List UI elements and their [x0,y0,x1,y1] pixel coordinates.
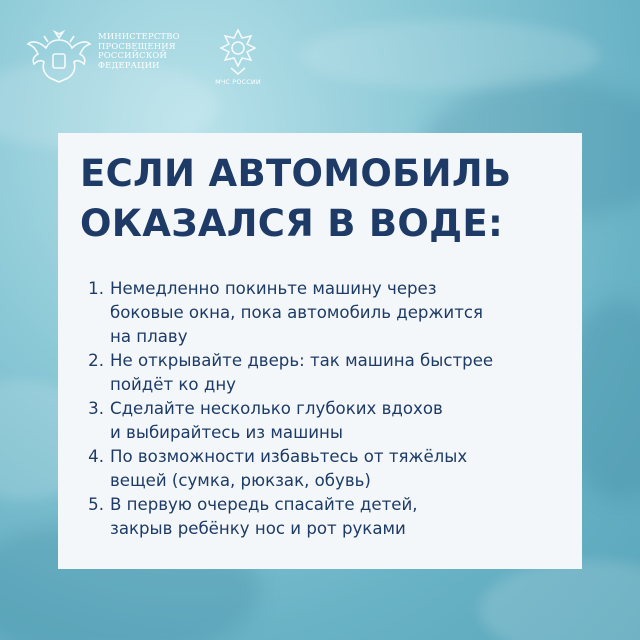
item-line: на плаву [110,327,188,346]
list-item [80,493,562,541]
item-number: 1. [88,279,104,298]
item-line: пойдёт ко дну [110,375,237,394]
ministry-line: ФЕДЕРАЦИИ [98,59,160,70]
ministry-header [26,28,180,88]
item-line: В первую очередь спасайте детей, [110,495,418,514]
instructions-list [80,277,562,541]
item-line: и выбирайтесь из машины [110,423,343,442]
item-line: Немедленно покиньте машину через [110,279,437,298]
item-line: По возможности избавьтесь от тяжёлых [110,447,468,466]
item-number: 4. [88,447,104,466]
ministry-line: МИНИСТЕРСТВО [98,31,180,41]
list-item [80,445,562,493]
mchs-label: МЧС РОССИИ [215,78,261,86]
mchs-star-emblem-icon [219,28,257,76]
item-number: 5. [88,495,104,514]
card-title [80,149,562,249]
info-card [58,133,582,569]
title-line: ЕСЛИ АВТОМОБИЛЬ [80,152,512,195]
ministry-line: РОССИЙСКОЙ [98,50,167,61]
list-item [80,397,562,445]
ministry-line: ПРОСВЕЩЕНИЯ [98,40,176,51]
item-line: Не открывайте дверь: так машина быстрее [110,351,494,370]
item-text [110,445,467,493]
ministry-name [98,32,180,70]
list-item [80,277,562,349]
item-number: 2. [88,351,104,370]
item-line: вещей (сумка, рюкзак, обувь) [110,471,371,490]
item-line: закрыв ребёнку нос и рот руками [110,519,406,538]
double-headed-eagle-emblem-icon [26,28,92,86]
mchs-logo [210,28,266,86]
item-text [110,493,418,541]
item-line: боковые окна, пока автомобиль держится [110,303,483,322]
item-line: Сделайте несколько глубоких вдохов [110,399,443,418]
item-text [110,277,483,349]
item-number: 3. [88,399,104,418]
title-line: ОКАЗАЛСЯ В ВОДЕ: [80,202,504,245]
item-text [110,397,443,445]
list-item [80,349,562,397]
item-text [110,349,493,397]
